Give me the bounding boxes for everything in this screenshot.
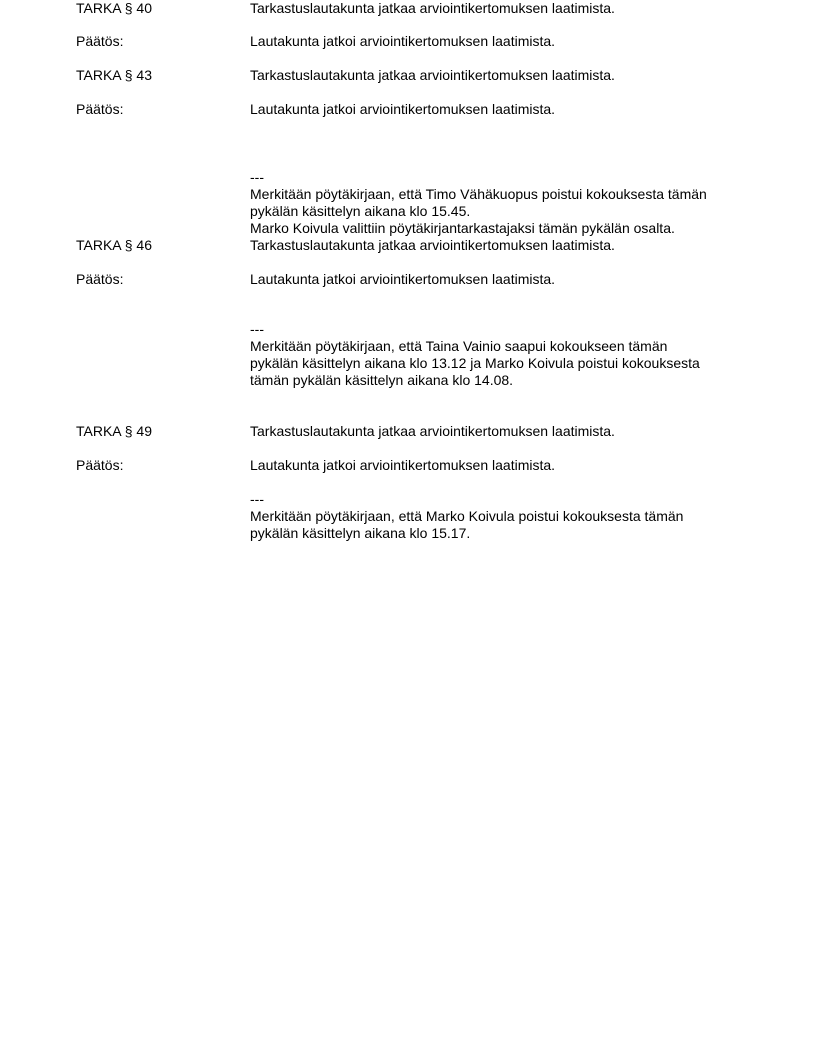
- section-label-46: TARKA § 46: [76, 237, 153, 253]
- decision-label: Päätös:: [76, 101, 124, 117]
- section-text-43: Tarkastuslautakunta jatkaa arviointikertomuksen laatimista.: [250, 67, 615, 83]
- decision-label: Päätös:: [76, 271, 124, 287]
- section-text-46: Tarkastuslautakunta jatkaa arviointikertomuksen laatimista.: [250, 237, 615, 253]
- decision-text: Lautakunta jatkoi arviointikertomuksen laatimista.: [250, 33, 556, 49]
- note-line: Merkitään pöytäkirjaan, että Marko Koivula poistui kokouksesta tämän: [250, 508, 684, 524]
- note-line: pykälän käsittelyn aikana klo 15.45.: [250, 203, 471, 219]
- note-separator: ---: [250, 491, 264, 507]
- note-separator: ---: [250, 321, 264, 337]
- note-line: Marko Koivula valittiin pöytäkirjantarkastajaksi tämän pykälän osalta.: [250, 220, 675, 236]
- section-label-49: TARKA § 49: [76, 423, 153, 439]
- note-line: Merkitään pöytäkirjaan, että Timo Vähäkuopus poistui kokouksesta tämän: [250, 186, 707, 202]
- note-separator: ---: [250, 169, 264, 185]
- note-line: pykälän käsittelyn aikana klo 13.12 ja Marko Koivula poistui kokouksesta: [250, 355, 700, 371]
- decision-text: Lautakunta jatkoi arviointikertomuksen laatimista.: [250, 271, 556, 287]
- note-line: Merkitään pöytäkirjaan, että Taina Vainio saapui kokoukseen tämän: [250, 338, 668, 354]
- section-text-40: Tarkastuslautakunta jatkaa arviointikertomuksen laatimista.: [250, 0, 615, 16]
- section-text-49: Tarkastuslautakunta jatkaa arviointikertomuksen laatimista.: [250, 423, 615, 439]
- section-label-43: TARKA § 43: [76, 67, 153, 83]
- decision-label: Päätös:: [76, 457, 124, 473]
- note-line: tämän pykälän käsittelyn aikana klo 14.08.: [250, 372, 514, 388]
- decision-text: Lautakunta jatkoi arviointikertomuksen laatimista.: [250, 101, 556, 117]
- section-label-40: TARKA § 40: [76, 0, 153, 16]
- decision-text: Lautakunta jatkoi arviointikertomuksen laatimista.: [250, 457, 556, 473]
- note-line: pykälän käsittelyn aikana klo 15.17.: [250, 525, 471, 541]
- decision-label: Päätös:: [76, 33, 124, 49]
